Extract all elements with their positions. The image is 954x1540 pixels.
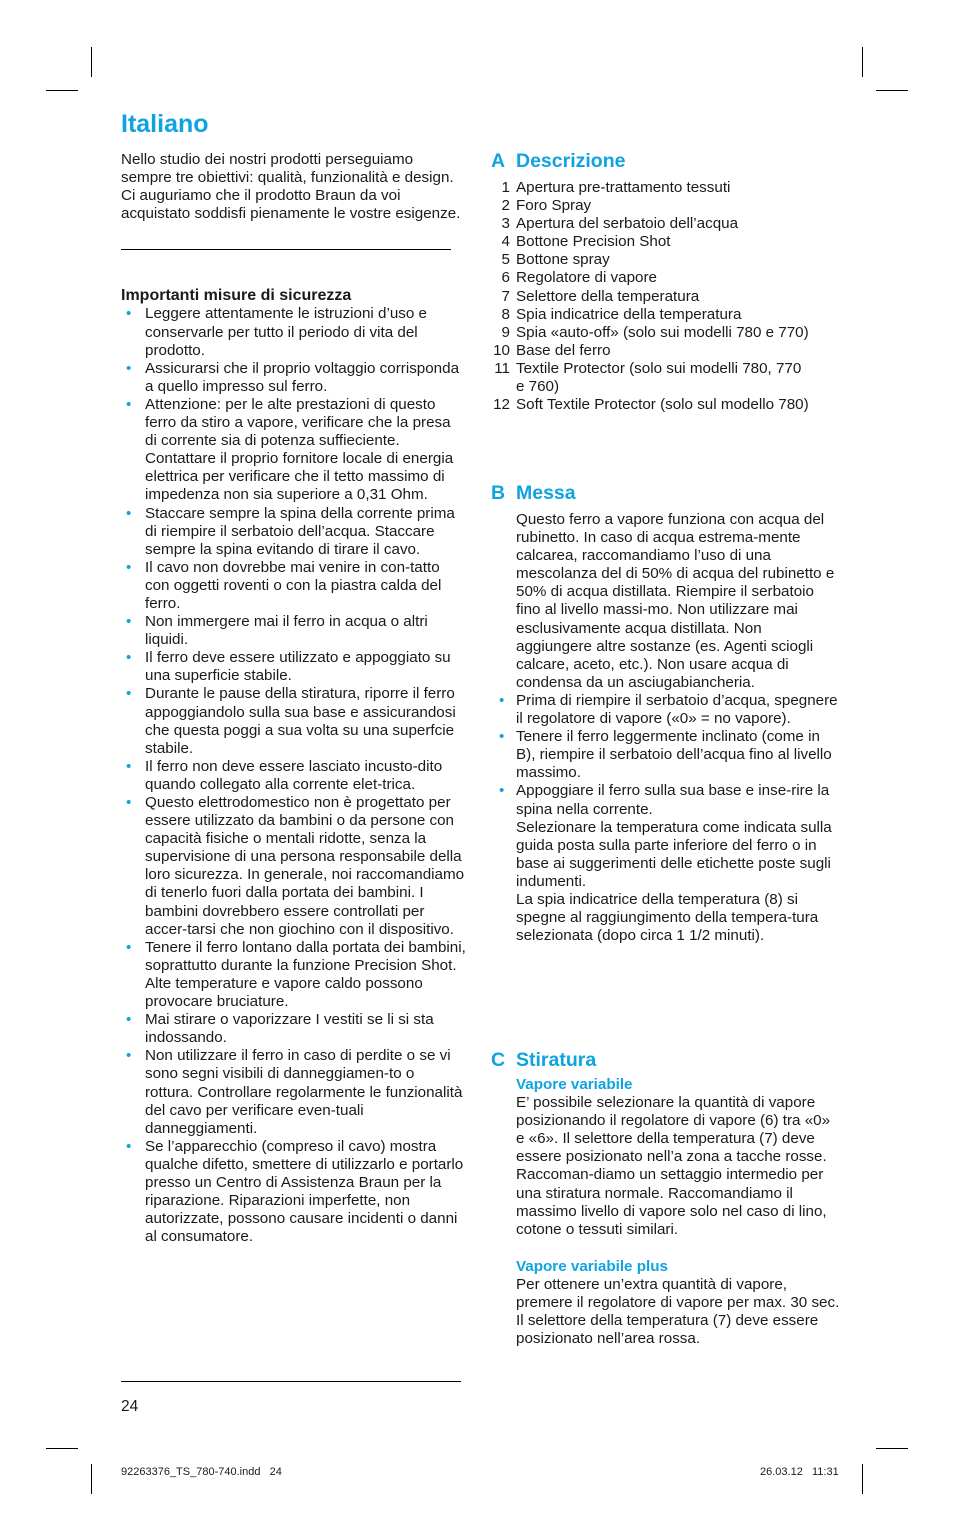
list-item: 7 Selettore della temperatura	[501, 287, 700, 305]
list-item: 6 Regolatore di vapore	[501, 269, 657, 287]
crop-mark	[91, 47, 92, 77]
list-item: • Tenere il ferro lontano dalla portata dei bambini, soprattutto durante la funzione Precision Shot. Alte temperature e vapore caldo possono provocare bruciature.	[121, 939, 466, 1011]
crop-mark	[862, 47, 863, 77]
section-c-text: E’ possibile selezionare la quantità di vapore posizionando il regolatore di vapore (6) tra «0» e «6». Il selettore della temperatura (7) deve essere posizionato nell’a zona a tacche rosse. Raccoman-diamo un settaggio intermedio per una stiratura normale. Raccomandiamo il massimo livello di vapore solo nel caso di lino, cotone o tessuti similari.	[516, 1094, 831, 1238]
section-c-text: Per ottenere un’extra quantità di vapore, premere il regolatore di vapore per max. 30 sec.	[516, 1275, 840, 1312]
list-item: 10 Base del ferro	[493, 341, 611, 359]
page-title: Italiano	[121, 110, 209, 138]
list-item: 1 Apertura pre-trattamento tessuti	[501, 179, 731, 196]
footer-file-info: 92263376_TS_780-740.indd 24	[121, 1466, 282, 1478]
section-heading-c: C Stiratura	[491, 1049, 597, 1071]
section-c-text: Il selettore della temperatura (7) deve essere posizionato nell’area rossa.	[516, 1312, 819, 1348]
list-item: • Tenere il ferro leggermente inclinato (come in B), riempire il serbatoio dell’acqua fino al livello massimo.	[516, 728, 841, 782]
right-column	[491, 149, 841, 414]
section-c	[491, 1048, 841, 1348]
list-item: • Mai stirare o vaporizzare I vestiti se li si sta indossando.	[121, 1011, 466, 1047]
list-item: 11 Textile Protector (solo sui modelli 780, 770 e 760)	[494, 359, 802, 396]
list-item: • Il ferro deve essere utilizzato e appoggiato su una superficie stabile.	[121, 649, 466, 685]
list-item: • Appoggiare il ferro sulla sua base e inse-rire la spina nella corrente.	[516, 782, 841, 818]
crop-mark	[862, 1464, 863, 1494]
footer-date: 26.03.12 11:31	[760, 1466, 839, 1478]
crop-mark	[46, 90, 78, 91]
list-item: • Staccare sempre la spina della corrente prima di riempire il serbatoio dell’acqua. Staccare sempre la spina evitando di tirare il cavo.	[121, 505, 466, 559]
list-item: 12 Soft Textile Protector (solo sul modello 780)	[493, 396, 809, 414]
page-number: 24	[121, 1398, 139, 1415]
section-b	[491, 481, 841, 945]
list-item: • Leggere attentamente le istruzioni d’uso e conservarle per tutto il periodo di vita del prodotto.	[121, 305, 466, 359]
list-item: 3 Apertura del serbatoio dell’acqua	[501, 215, 739, 233]
divider	[121, 249, 451, 250]
crop-mark	[91, 1464, 92, 1494]
list-item: • Il cavo non dovrebbe mai venire in con-tatto con oggetti roventi o con la piastra calda del ferro.	[121, 559, 466, 613]
list-item: 8 Spia indicatrice della temperatura	[501, 305, 742, 323]
list-item: • Il ferro non deve essere lasciato incusto-dito quando collegato alla corrente elet-trica.	[121, 758, 466, 794]
divider	[121, 1381, 461, 1382]
section-b-intro: Questo ferro a vapore funziona con acqua del rubinetto. In caso di acqua estrema-mente calcarea, raccomandiamo l’uso di una mescolanza del di 50% di acqua del rubinetto e 50% di acqua distillata. Riempire il serbatoio fino al livello massi-mo. Non utilizzare mai esclusivamente acqua distillata. Non aggiungere altre sostanze (es. Agenti sciogli calcare, aceto, etc.). Non usare acqua di condensa da un asciugabiancheria.	[516, 511, 835, 691]
list-item: 2 Foro Spray	[501, 197, 592, 215]
subheading: Vapore variabile plus	[516, 1257, 668, 1275]
intro-paragraph: Nello studio dei nostri prodotti perseguiamo sempre tre obiettivi: qualità, funzionalità e design. Ci auguriamo che il prodotto Braun da voi acquistato soddisfi pienamente le vostre esigenze.	[121, 151, 461, 223]
list-item: • Assicurarsi che il proprio voltaggio corrisponda a quello impresso sul ferro.	[121, 360, 466, 396]
list-item: • Attenzione: per le alte prestazioni di questo ferro da stiro a vapore, verificare che la presa di corrente sia di potenza suffieciente. Contattare il proprio fornitore locale di energia elettrica per verificare che il tetto massimo di impedenza non sia superiore a 0,31 Ohm.	[121, 396, 466, 505]
list-item: 4 Bottone Precision Shot	[501, 233, 671, 251]
safety-list	[121, 305, 466, 1246]
section-b-text: La spia indicatrice della temperatura (8) si spegne al raggiungimento della tempera-tura selezionata (dopo circa 1 1/2 minuti).	[516, 890, 819, 945]
list-item: • Prima di riempire il serbatoio d’acqua, spegnere il regolatore di vapore («0» = no vapore).	[516, 692, 841, 728]
subheading: Vapore variabile	[516, 1076, 633, 1093]
list-item: • Non utilizzare il ferro in caso di perdite o se vi sono segni visibili di danneggiamen-to o rottura. Controllare regolarmente le funzionalità del cavo per verificare even-tuali danneggiamenti.	[121, 1047, 466, 1137]
list-item: • Questo elettrodomestico non è progettato per essere utilizzato da bambini o da persone con capacità fisiche o mentali ridotte, senza la supervisione di una persona responsabile della loro sicurezza. In generale, noi raccomandiamo di tenerlo fuori dalla portata dei bambini. I bambini dovrebbero essere controllati per accer-tarsi che non giochino con il dispositivo.	[121, 794, 466, 939]
section-b-text: Selezionare la temperatura come indicata sulla guida posta sulla parte inferiore del ferro o in base ai suggerimenti delle etichette poste sugli indumenti.	[516, 818, 832, 890]
list-item: • Durante le pause della stiratura, riporre il ferro appoggiandolo sulla sua base e assicurandosi che questa poggi a sua volta su una superfcie stabile.	[121, 685, 466, 757]
section-heading-b: B Messa	[491, 482, 576, 504]
section-heading-a: A Descrizione	[491, 150, 626, 172]
list-item: • Non immergere mai il ferro in acqua o altri liquidi.	[121, 613, 466, 649]
safety-heading: Importanti misure di sicurezza	[121, 287, 352, 305]
list-item: 9 Spia «auto-off» (solo sui modelli 780 e 770)	[501, 323, 809, 341]
left-column	[121, 151, 466, 1246]
crop-mark	[876, 90, 908, 91]
crop-mark	[46, 1448, 78, 1449]
list-item: • Se l’apparecchio (compreso il cavo) mostra qualche difetto, smettere di utilizzarlo e portarlo presso un Centro di Assistenza Braun per la riparazione. Riparazioni imperfette, non autorizzate, possono causare incidenti o danni al consumatore.	[121, 1138, 466, 1247]
description-list	[491, 179, 841, 414]
section-b-list	[516, 692, 841, 819]
crop-mark	[876, 1448, 908, 1449]
list-item: 5 Bottone spray	[501, 251, 610, 269]
